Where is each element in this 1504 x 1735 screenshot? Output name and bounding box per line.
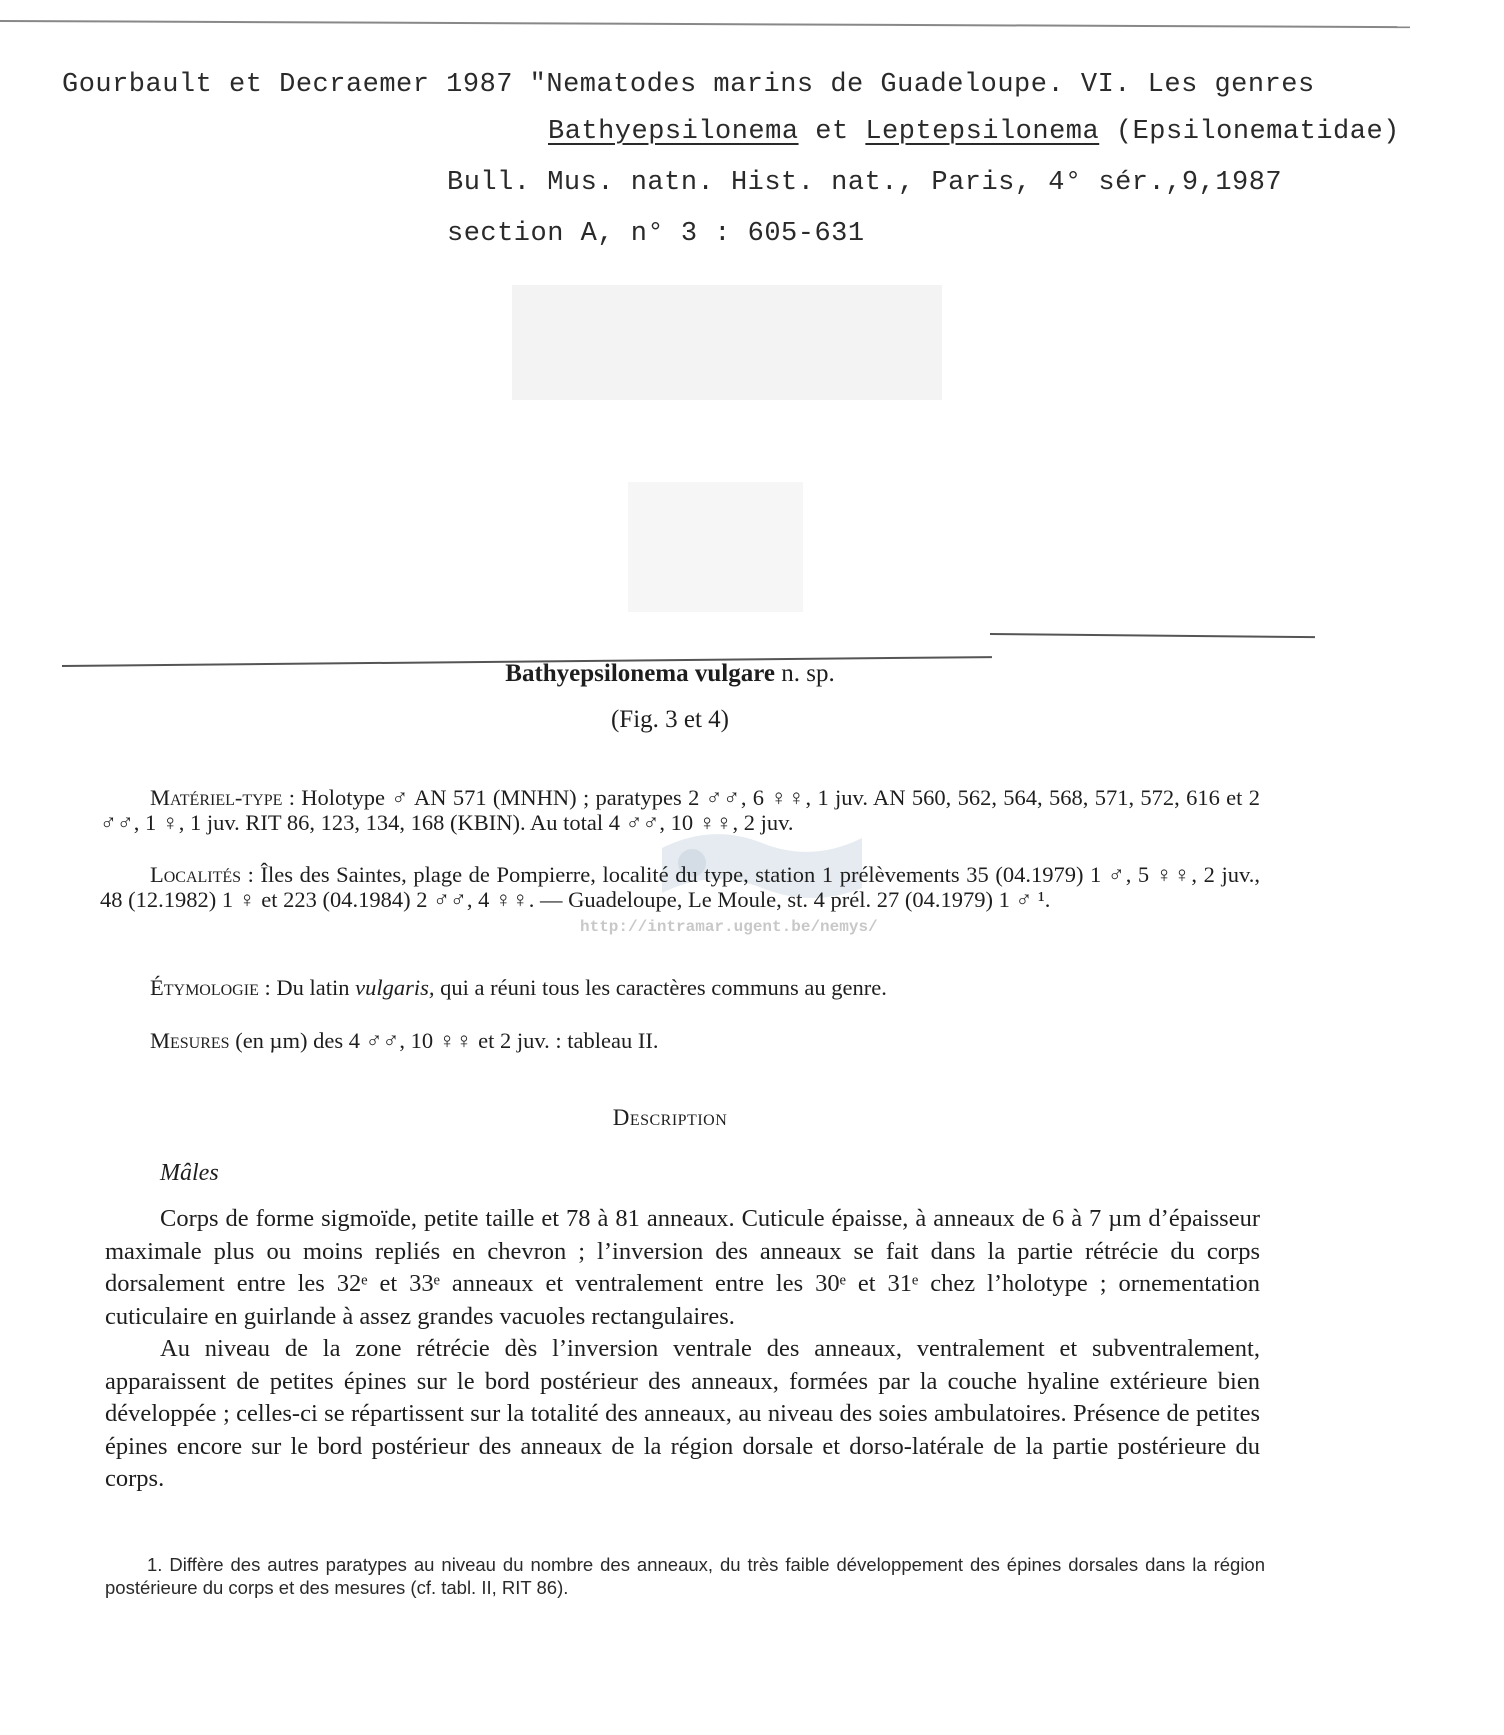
citation-line-2 [548,117,1400,147]
materiel-type-text: Holotype ♂ AN 571 (MNHN) ; paratypes 2 ♂♂, 6 ♀♀, 1 juv. AN 560, 562, 564, 568, 571, 572, 616 et 2 ♂♂, 1 ♀, 1 juv. RIT 86, 123, 134, 168 (KBIN). Au total 4 ♂♂, 10 ♀♀, 2 juv. [100,785,1260,835]
scan-patch-1 [512,285,942,400]
scan-patch-2 [628,482,803,612]
figure-reference: (Fig. 3 et 4) [610,706,730,733]
species-suffix: n. sp. [781,660,835,687]
citation-line-3: Bull. Mus. natn. Hist. nat., Paris, 4° sér.,9,1987 [447,168,1283,198]
description-body [105,1203,1260,1496]
localites-label: Localités : [150,862,254,887]
etymologie-label: Étymologie : [150,975,271,1000]
scan-rule-top [0,20,1410,28]
etymologie-paragraph [100,975,1260,1000]
materiel-type-paragraph [100,785,1260,835]
description-paragraph-2: Au niveau de la zone rétrécie dès l’inversion ventrale des anneaux, ventralement et subventralement, apparaissent de petites épines sur le bord postérieur des anneaux, formées par la couche hyaline extérieure bien développée ; celles-ci se répartissent sur la totalité des anneaux, au niveau des soies ambulatoires. Présence de petites épines encore sur le bord postérieur des anneaux de la région dorsale et dorso-latérale de la partie postérieure du corps. [105,1335,1260,1492]
citation-line-4: section A, n° 3 : 605-631 [447,219,865,249]
genus-bathyepsilonema: Bathyepsilonema [548,117,799,147]
species-name: Bathyepsilonema vulgare [505,660,775,687]
subheading-males: Mâles [160,1160,219,1186]
localites-text: Îles des Saintes, plage de Pompierre, localité du type, station 1 prélèvements 35 (04.1979) 1 ♂, 5 ♀♀, 2 juv., 48 (12.1982) 1 ♀ et 223 (04.1984) 2 ♂♂, 4 ♀♀. — Guadeloupe, Le Moule, st. 4 prél. 27 (04.1979) 1 ♂ ¹. [100,862,1261,912]
species-title [0,660,1340,688]
citation-family: (Epsilonematidae) [1115,117,1400,147]
localites-paragraph [100,862,1260,912]
description-paragraph-1: Corps de forme sigmoïde, petite taille et 78 à 81 anneaux. Cuticule épaisse, à anneaux de 6 à 7 µm d’épaisseur maximale plus ou moins repliés en chevron ; l’inversion des anneaux se fait dans la partie rétrécie du corps dorsalement entre les 32ᵉ et 33ᵉ anneaux et ventralement entre les 30ᵉ et 31ᵉ chez l’holotype ; ornementation cuticulaire en guirlande à assez grandes vacuoles rectangulaires. [105,1205,1260,1330]
footnote-number: 1. [147,1554,163,1575]
citation-line-1: Gourbault et Decraemer 1987 "Nematodes marins de Guadeloupe. VI. Les genres [62,70,1315,100]
materiel-type-label: Matériel-type : [150,785,295,810]
etymologie-italic: vulgaris, [355,975,435,1000]
scan-rule-middle-right [990,633,1315,638]
mesures-text: (en µm) des 4 ♂♂, 10 ♀♀ et 2 juv. : tableau II. [235,1028,659,1053]
mesures-paragraph [100,1028,1260,1053]
etymologie-text-after: qui a réuni tous les caractères communs au genre. [440,975,887,1000]
mesures-label: Mesures [150,1028,230,1053]
etymologie-text-before: Du latin [276,975,350,1000]
footnote [105,1553,1265,1599]
watermark-url: http://intramar.ugent.be/nemys/ [580,918,878,936]
footnote-text: Diffère des autres paratypes au niveau du nombre des anneaux, du très faible développement des épines dorsales dans la région postérieure du corps et des mesures (cf. tabl. II, RIT 86). [105,1554,1266,1598]
citation-et: et [815,117,849,147]
genus-leptepsilonema: Leptepsilonema [865,117,1100,147]
section-heading: Description [612,1105,728,1130]
